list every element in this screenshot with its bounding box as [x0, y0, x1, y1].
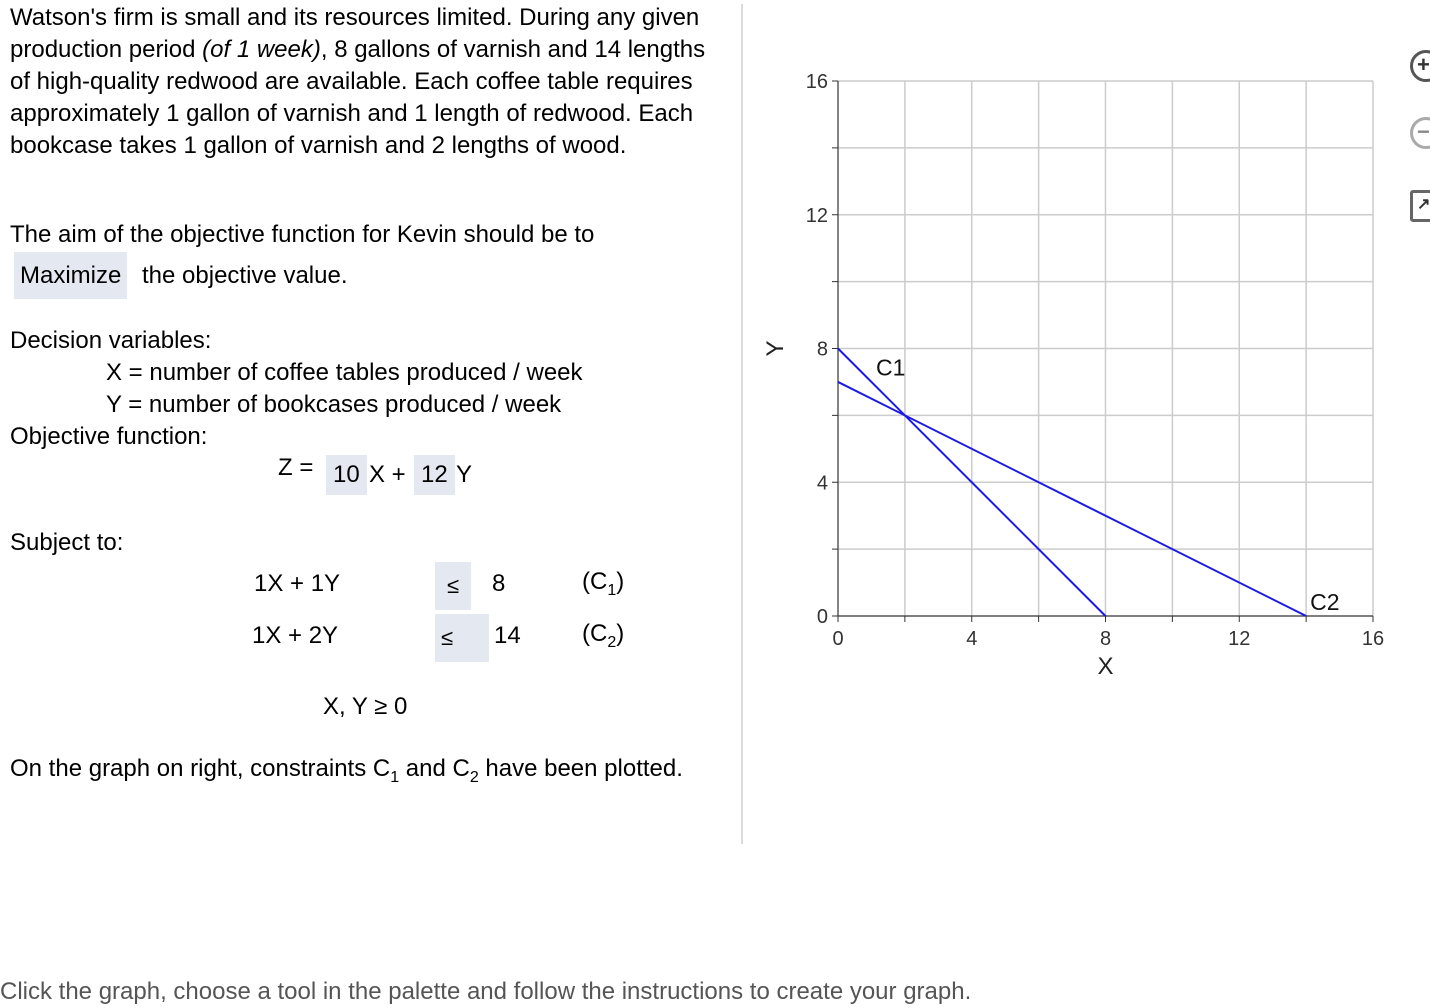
open-external-icon[interactable]: ↗: [1410, 190, 1430, 222]
var-x-def: X = number of coffee tables produced / week: [106, 359, 583, 386]
y-axis-label: Y: [762, 340, 789, 357]
graph-labels: [762, 340, 1340, 680]
x-tick-label: 12: [1228, 628, 1251, 650]
decision-label: Decision variables:: [10, 327, 212, 354]
c2-rhs: 14: [494, 622, 521, 649]
panel-divider: [741, 4, 743, 844]
nonnegativity: X, Y ≥ 0: [323, 693, 408, 720]
c1-rhs: 8: [492, 570, 506, 597]
c2-lhs: 1X + 2Y: [252, 622, 339, 649]
aim-row: [14, 253, 347, 299]
c2-operator-dropdown[interactable]: ≤: [435, 614, 489, 662]
c2-label: $(C_2)$: [582, 620, 625, 651]
y-tick-label: 12: [805, 204, 828, 227]
period-note: (of 1 week): [202, 36, 321, 63]
y-tick-label: 0: [816, 606, 828, 628]
series-label-c1: C1: [876, 354, 906, 381]
z-coef-y-input[interactable]: 12: [414, 455, 455, 495]
series-label-c2: C2: [1310, 589, 1340, 615]
x-axis-label: X: [1097, 653, 1114, 680]
graph-grid: [838, 81, 1373, 616]
x-tick-label: 8: [1099, 628, 1112, 650]
x-tick-label: 4: [966, 628, 978, 650]
constraint-graph[interactable]: [750, 0, 1410, 720]
aim-answer-dropdown[interactable]: Maximize: [14, 252, 127, 299]
constraint-line-c2: [838, 382, 1306, 616]
x-tick-label: 16: [1361, 628, 1385, 650]
y-tick-label: 8: [816, 338, 828, 361]
c1-lhs: 1X + 1Y: [254, 570, 341, 597]
objective-label: Objective function:: [10, 423, 208, 450]
aim-suffix: the objective value.: [142, 262, 348, 289]
x-tick-label: 0: [832, 628, 844, 650]
c1-label: $(C_1)$: [582, 568, 625, 599]
zoom-in-icon[interactable]: +: [1410, 50, 1430, 82]
y-tick-label: 4: [816, 472, 828, 495]
var-y-def: Y = number of bookcases produced / week: [106, 391, 562, 418]
z-prefix: Z =: [278, 454, 314, 481]
graph-note: On the graph on right, constraints $C_1$ and $C_2$ have been plotted.: [10, 755, 683, 786]
problem-description: Watson's firm is small and its resources limited. During any given production period (of 1 week), 8 gallons of varnish and 14 lengths of high-quality redwood are available. Each coffee table requires approximately 1 gallon of varnish and 1 length of redwood. Each bookcase takes 1 gallon of varnish and 2 lengths of wood.: [10, 4, 706, 159]
c1-operator-dropdown[interactable]: ≤: [435, 562, 471, 610]
subject-to-label: Subject to:: [10, 529, 124, 556]
instruction-cutoff: Click the graph, choose a tool in the palette and follow the instructions to create your graph.: [0, 978, 972, 1005]
z-y: Y: [456, 461, 473, 488]
y-tick-label: 16: [805, 71, 828, 93]
aim-text: The aim of the objective function for Kevin should be to: [10, 221, 595, 248]
zoom-out-icon[interactable]: −: [1410, 117, 1430, 149]
z-coef-x-input[interactable]: 10: [326, 455, 367, 495]
z-x-plus: X +: [369, 461, 406, 488]
